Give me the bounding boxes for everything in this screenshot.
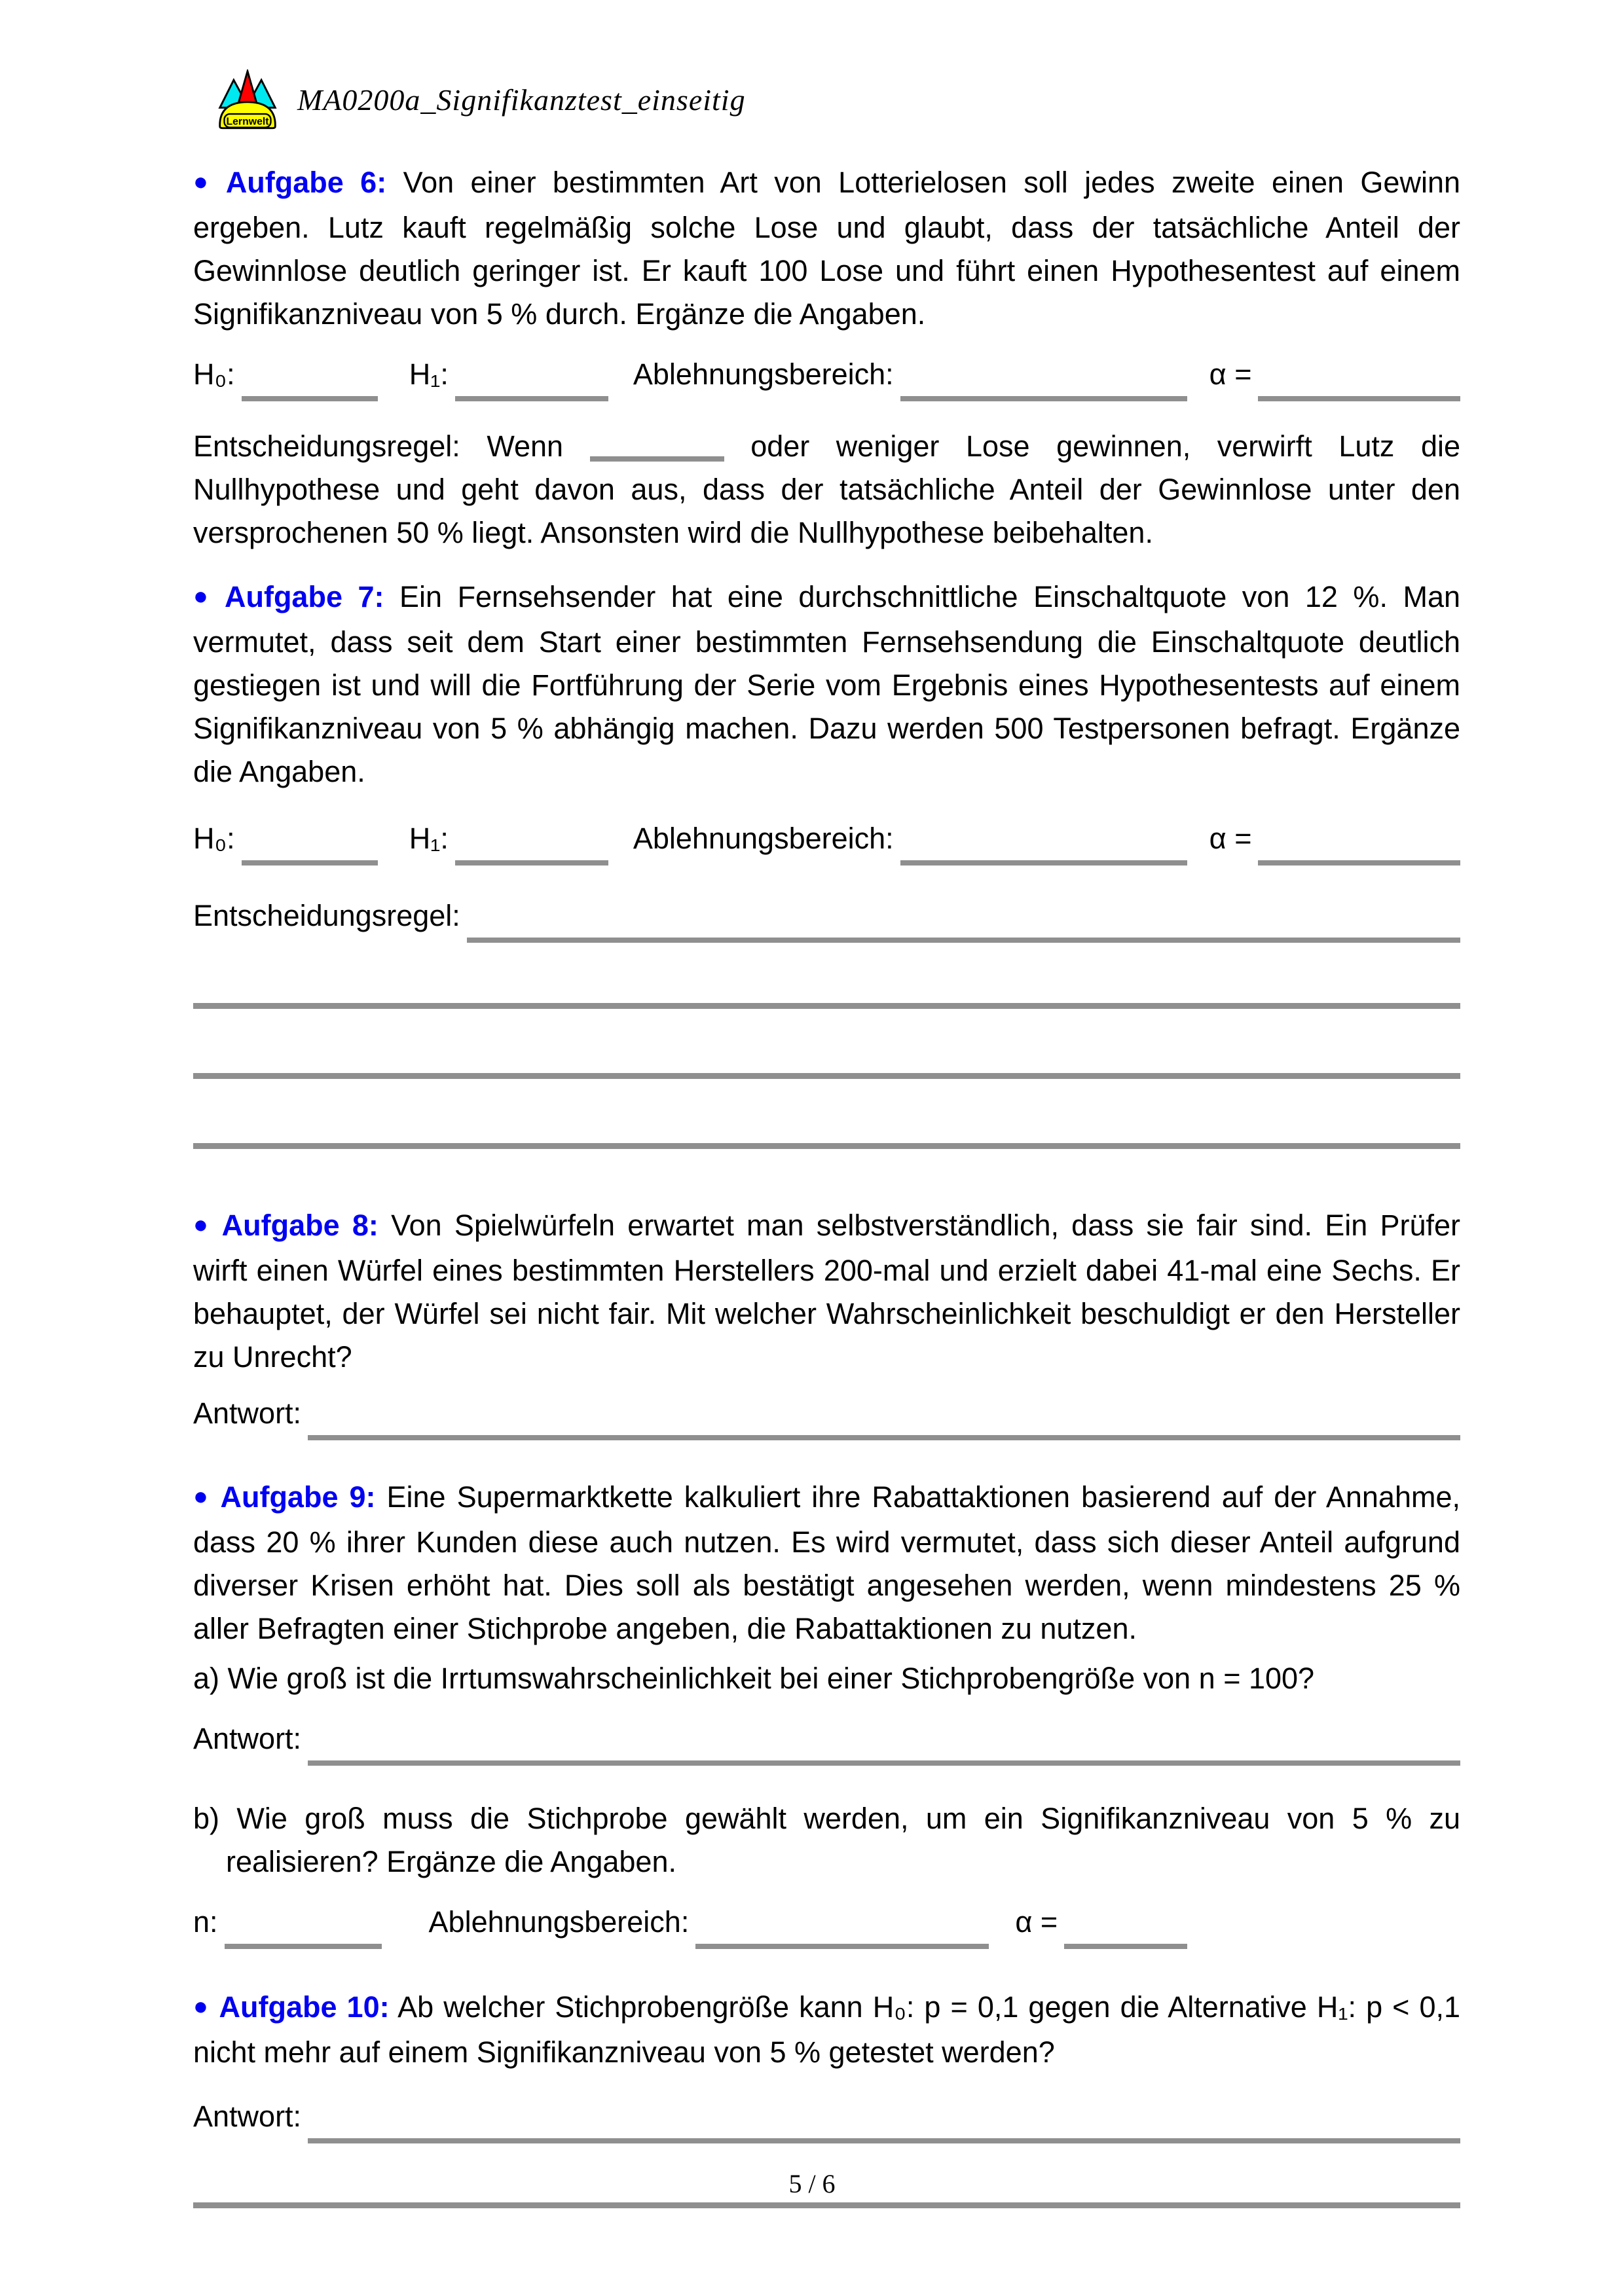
task-6-fill-row: [193, 353, 1460, 396]
decision-rule-prefix: Entscheidungsregel: Wenn: [193, 429, 564, 463]
bullet-icon: ●: [193, 1211, 213, 1239]
task-9b-fill-row: [193, 1901, 1460, 1944]
answer-line: [193, 1003, 1460, 1009]
bullet-icon: ●: [193, 1483, 212, 1510]
n-blank-field: [225, 1906, 382, 1949]
task-8-text: Von Spielwürfeln erwartet man selbstverständlich, dass sie fair sind. Ein Prüfer wirft einen Würfel eines bestimmten Herstellers 200-mal und erzielt dabei 41-mal eine Sechs. Er behauptet, der Würfel sei nicht fair. Mit welcher Wahrscheinlichkeit beschuldigt er den Hersteller zu Unrecht?: [193, 1209, 1460, 1374]
alpha-blank-field: [1258, 358, 1460, 401]
task-9a-answer-row: [193, 1717, 1460, 1760]
h1-blank-field: [455, 358, 608, 401]
task-9-text: Eine Supermarktkette kalkuliert ihre Rabattaktionen basierend auf der Annahme, dass 20 % ihrer Kunden diese auch nutzen. Es wird vermutet, dass sich dieser Anteil aufgrund diverser Krisen erhöht hat. Dies soll als bestätigt angesehen werden, wenn mindestens 25 % aller Befragten einer Stichprobe angeben, die Rabattaktionen zu nutzen.: [193, 1480, 1461, 1645]
answer-line: [193, 2202, 1460, 2208]
task-10-paragraph: [193, 1986, 1460, 2074]
h0-label: H₀:: [193, 822, 235, 855]
task-6-label: Aufgabe 6:: [225, 166, 387, 199]
task-9a-item: [193, 1657, 1460, 1700]
h0-label: H₀:: [193, 357, 235, 391]
page-title: MA0200a_Signifikanztest_einseitig: [297, 82, 746, 117]
h1-label: H₁:: [409, 822, 449, 855]
h1-blank-field: [455, 822, 608, 866]
decision-rule-blank-field: [467, 900, 1460, 943]
answer-label: Antwort:: [193, 1396, 302, 1430]
task-9a-text: Wie groß ist die Irrtumswahrscheinlichkeit bei einer Stichprobengröße von n = 100?: [227, 1662, 1315, 1695]
lernwelt-logo-icon: [216, 69, 279, 130]
task-8-label: Aufgabe 8:: [221, 1209, 378, 1242]
task-6-text: Von einer bestimmten Art von Lotterielosen soll jedes zweite einen Gewinn ergeben. Lutz kauft regelmäßig solche Lose und glaubt, dass der tatsächliche Anteil der Gewinnlose deutlich geringer ist. Er kauft 100 Lose und führt einen Hypothesentest auf einem Signifikanzniveau von 5 % durch. Ergänze die Angaben.: [193, 166, 1460, 331]
task-10-text: Ab welcher Stichprobengröße kann H₀: p = 0,1 gegen die Alternative H₁: p < 0,1 nicht mehr auf einem Signifikanzniveau von 5 % getestet werden?: [193, 1990, 1461, 2069]
task-7-paragraph: [193, 575, 1460, 793]
task-10-label: Aufgabe 10:: [219, 1990, 390, 2024]
alpha-label: α =: [1209, 357, 1252, 391]
task-6-decision-rule: [193, 425, 1460, 555]
decision-rule-blank-field: [590, 450, 724, 462]
n-label: n:: [193, 1905, 218, 1939]
h0-blank-field: [242, 822, 378, 866]
answer-blank-field: [308, 1397, 1460, 1440]
task-9b-item: [193, 1797, 1460, 1884]
alpha-blank-field: [1258, 822, 1460, 866]
task-8-answer-row: [193, 1392, 1460, 1435]
rejection-region-blank-field: [900, 358, 1187, 401]
task-9b-label: b): [193, 1802, 220, 1835]
task-7-decision-row: [193, 894, 1460, 938]
rejection-region-blank-field: [900, 822, 1187, 866]
alpha-blank-field: [1064, 1906, 1187, 1949]
answer-blank-field: [308, 1722, 1460, 1766]
answer-line: [193, 1143, 1460, 1149]
decision-rule-label: Entscheidungsregel:: [193, 899, 460, 932]
logo-text: Lernwelt: [226, 116, 269, 128]
rejection-region-blank-field: [695, 1906, 989, 1949]
bullet-icon: ●: [193, 168, 217, 196]
answer-line: [193, 1073, 1460, 1079]
rejection-region-label: Ablehnungsbereich:: [428, 1905, 690, 1939]
rejection-region-label: Ablehnungsbereich:: [633, 822, 894, 855]
task-9-paragraph: [193, 1476, 1460, 1650]
task-9-label: Aufgabe 9:: [220, 1480, 376, 1514]
alpha-label: α =: [1015, 1905, 1058, 1939]
h0-blank-field: [242, 358, 378, 401]
rejection-region-label: Ablehnungsbereich:: [633, 357, 894, 391]
decision-rule-suffix: oder weniger Lose gewinnen, verwirft Lutz die Nullhypothese und geht davon aus, dass der tatsächliche Anteil der Gewinnlose unter den versprochenen 50 % liegt. Ansonsten wird die Nullhypothese beibehalten.: [193, 429, 1460, 549]
answer-label: Antwort:: [193, 2100, 302, 2133]
task-7-text: Ein Fernsehsender hat eine durchschnittliche Einschaltquote von 12 %. Man vermutet, dass seit dem Start einer bestimmten Fernsehsendung die Einschaltquote deutlich gestiegen ist und will die Fortführung der Serie vom Ergebnis eines Hypothesentests auf einem Signifikanzniveau von 5 % abhängig machen. Dazu werden 500 Testpersonen befragt. Ergänze die Angaben.: [193, 580, 1461, 788]
bullet-icon: ●: [193, 583, 215, 610]
alpha-label: α =: [1209, 822, 1252, 855]
task-6-paragraph: [193, 161, 1460, 336]
answer-label: Antwort:: [193, 1722, 302, 1755]
task-7-fill-row: [193, 817, 1460, 860]
task-10-answer-row: [193, 2095, 1460, 2138]
task-9a-label: a): [193, 1662, 220, 1695]
task-9b-text: Wie groß muss die Stichprobe gewählt werden, um ein Signifikanzniveau von 5 % zu realisieren? Ergänze die Angaben.: [226, 1802, 1460, 1878]
task-7-label: Aufgabe 7:: [224, 580, 384, 613]
document-header: [216, 68, 1460, 131]
answer-blank-field: [308, 2100, 1460, 2143]
bullet-icon: ●: [193, 1993, 210, 2020]
h1-label: H₁:: [409, 357, 449, 391]
page-number: 5 / 6: [788, 2169, 836, 2198]
task-8-paragraph: [193, 1204, 1460, 1379]
